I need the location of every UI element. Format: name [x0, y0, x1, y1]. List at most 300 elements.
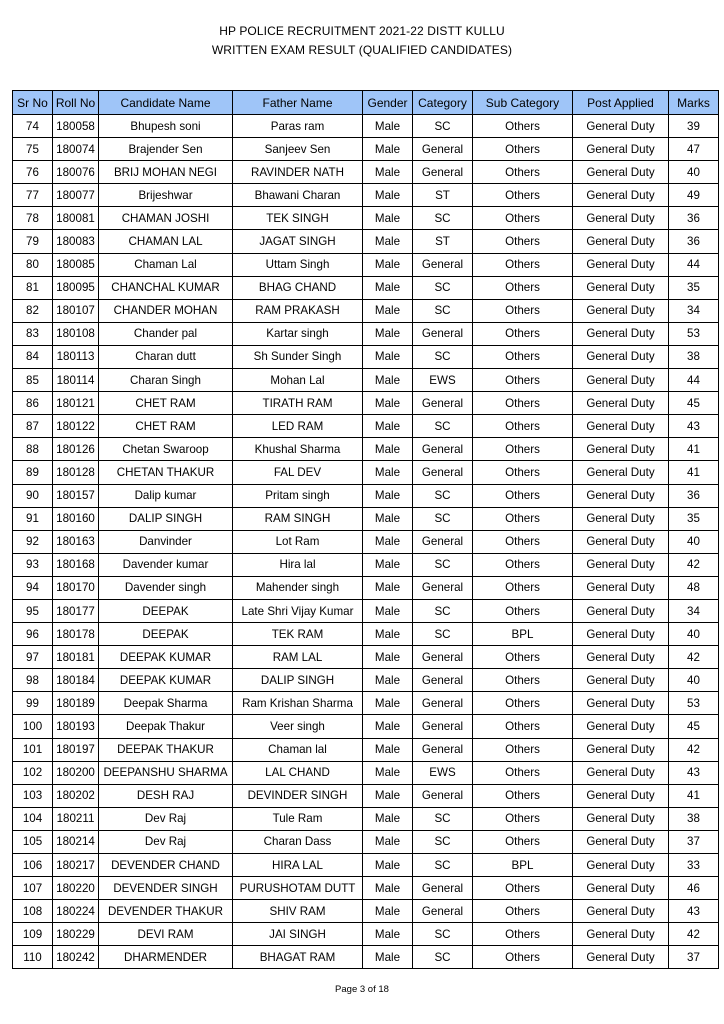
table-cell: SC [413, 345, 473, 368]
table-cell: 37 [669, 946, 719, 969]
table-cell: Others [473, 138, 573, 161]
table-cell: Male [363, 807, 413, 830]
table-cell: SC [413, 415, 473, 438]
table-cell: Male [363, 438, 413, 461]
table-cell: General Duty [573, 530, 669, 553]
table-cell: SC [413, 115, 473, 138]
table-cell: LED RAM [233, 415, 363, 438]
table-cell: General Duty [573, 392, 669, 415]
table-cell: Others [473, 807, 573, 830]
table-cell: Others [473, 438, 573, 461]
table-cell: 180177 [53, 599, 99, 622]
table-cell: BHAGAT RAM [233, 946, 363, 969]
table-cell: 93 [13, 553, 53, 576]
table-cell: 34 [669, 299, 719, 322]
table-cell: TEK SINGH [233, 207, 363, 230]
table-cell: Others [473, 877, 573, 900]
table-cell: Others [473, 161, 573, 184]
table-cell: General [413, 253, 473, 276]
table-cell: Others [473, 345, 573, 368]
table-cell: Male [363, 161, 413, 184]
table-cell: 180220 [53, 877, 99, 900]
table-row [13, 392, 719, 415]
table-cell: Male [363, 276, 413, 299]
table-cell: 41 [669, 438, 719, 461]
table-cell: Others [473, 530, 573, 553]
table-cell: Male [363, 761, 413, 784]
table-cell: Male [363, 322, 413, 345]
table-cell: 180114 [53, 369, 99, 392]
table-cell: 180083 [53, 230, 99, 253]
table-cell: General Duty [573, 115, 669, 138]
table-cell: General Duty [573, 692, 669, 715]
table-cell: Mohan Lal [233, 369, 363, 392]
column-header: Father Name [233, 91, 363, 115]
table-cell: 180128 [53, 461, 99, 484]
table-cell: Others [473, 484, 573, 507]
table-row [13, 369, 719, 392]
table-cell: Male [363, 830, 413, 853]
table-cell: General [413, 738, 473, 761]
table-cell: SC [413, 599, 473, 622]
page-number: Page 3 of 18 [335, 984, 389, 995]
table-cell: 180229 [53, 923, 99, 946]
table-cell: RAM LAL [233, 646, 363, 669]
table-cell: Chaman Lal [99, 253, 233, 276]
table-row [13, 599, 719, 622]
column-header: Roll No [53, 91, 99, 115]
table-cell: DALIP SINGH [233, 669, 363, 692]
table-cell: 38 [669, 345, 719, 368]
table-cell: Male [363, 553, 413, 576]
table-cell: 49 [669, 184, 719, 207]
table-cell: Male [363, 599, 413, 622]
table-cell: 36 [669, 484, 719, 507]
table-cell: 42 [669, 553, 719, 576]
table-cell: Others [473, 507, 573, 530]
table-cell: DEEPANSHU SHARMA [99, 761, 233, 784]
table-cell: 180197 [53, 738, 99, 761]
table-cell: 88 [13, 438, 53, 461]
table-cell: 39 [669, 115, 719, 138]
table-cell: 43 [669, 761, 719, 784]
table-cell: 87 [13, 415, 53, 438]
table-cell: DALIP SINGH [99, 507, 233, 530]
table-cell: 45 [669, 392, 719, 415]
table-cell: 83 [13, 322, 53, 345]
table-cell: Others [473, 253, 573, 276]
table-cell: Male [363, 669, 413, 692]
table-cell: Charan dutt [99, 345, 233, 368]
table-cell: TIRATH RAM [233, 392, 363, 415]
table-cell: Male [363, 138, 413, 161]
table-cell: Male [363, 461, 413, 484]
table-cell: 40 [669, 530, 719, 553]
table-cell: Male [363, 299, 413, 322]
table-cell: Late Shri Vijay Kumar [233, 599, 363, 622]
table-cell: General Duty [573, 900, 669, 923]
table-cell: General [413, 692, 473, 715]
table-cell: 110 [13, 946, 53, 969]
table-cell: DESH RAJ [99, 784, 233, 807]
table-cell: SC [413, 946, 473, 969]
table-cell: General Duty [573, 923, 669, 946]
column-header: Post Applied [573, 91, 669, 115]
table-cell: Male [363, 900, 413, 923]
table-cell: 102 [13, 761, 53, 784]
table-cell: Others [473, 415, 573, 438]
table-cell: Dev Raj [99, 830, 233, 853]
table-row [13, 576, 719, 599]
table-cell: HIRA LAL [233, 854, 363, 877]
table-row [13, 646, 719, 669]
table-cell: Others [473, 392, 573, 415]
table-cell: Chetan Swaroop [99, 438, 233, 461]
table-cell: 80 [13, 253, 53, 276]
table-row [13, 530, 719, 553]
table-cell: Male [363, 946, 413, 969]
table-cell: Charan Singh [99, 369, 233, 392]
table-row [13, 715, 719, 738]
table-cell: Veer singh [233, 715, 363, 738]
table-cell: Male [363, 923, 413, 946]
table-cell: 101 [13, 738, 53, 761]
table-cell: 42 [669, 923, 719, 946]
table-cell: 45 [669, 715, 719, 738]
table-row [13, 761, 719, 784]
table-cell: DEVI RAM [99, 923, 233, 946]
table-cell: General Duty [573, 784, 669, 807]
table-cell: General Duty [573, 599, 669, 622]
table-cell: Others [473, 230, 573, 253]
table-cell: Male [363, 230, 413, 253]
table-cell: SC [413, 623, 473, 646]
table-cell: General Duty [573, 807, 669, 830]
table-cell: 82 [13, 299, 53, 322]
table-cell: General Duty [573, 830, 669, 853]
table-cell: RAM PRAKASH [233, 299, 363, 322]
table-cell: 180113 [53, 345, 99, 368]
table-cell: DEEPAK THAKUR [99, 738, 233, 761]
table-cell: 81 [13, 276, 53, 299]
table-cell: Brijeshwar [99, 184, 233, 207]
table-cell: Male [363, 530, 413, 553]
table-row [13, 900, 719, 923]
table-cell: 180095 [53, 276, 99, 299]
table-cell: SC [413, 854, 473, 877]
table-cell: Others [473, 599, 573, 622]
table-row [13, 184, 719, 207]
table-cell: 42 [669, 646, 719, 669]
table-cell: 107 [13, 877, 53, 900]
column-header: Gender [363, 91, 413, 115]
table-header-row [13, 91, 719, 115]
table-row [13, 854, 719, 877]
table-cell: 86 [13, 392, 53, 415]
table-cell: CHANDER MOHAN [99, 299, 233, 322]
table-cell: Male [363, 484, 413, 507]
table-cell: 36 [669, 207, 719, 230]
table-cell: General Duty [573, 438, 669, 461]
table-cell: Male [363, 507, 413, 530]
table-cell: 40 [669, 669, 719, 692]
table-cell: Others [473, 946, 573, 969]
table-cell: Others [473, 369, 573, 392]
table-cell: General Duty [573, 138, 669, 161]
table-cell: 180157 [53, 484, 99, 507]
column-header: Marks [669, 91, 719, 115]
table-row [13, 138, 719, 161]
table-cell: 180077 [53, 184, 99, 207]
table-cell: Hira lal [233, 553, 363, 576]
table-cell: Male [363, 576, 413, 599]
table-cell: SC [413, 207, 473, 230]
table-cell: 105 [13, 830, 53, 853]
table-cell: 38 [669, 807, 719, 830]
table-cell: DEVENDER CHAND [99, 854, 233, 877]
table-cell: Others [473, 553, 573, 576]
table-cell: SHIV RAM [233, 900, 363, 923]
table-cell: Male [363, 784, 413, 807]
table-row [13, 553, 719, 576]
table-cell: 77 [13, 184, 53, 207]
table-cell: Deepak Sharma [99, 692, 233, 715]
table-cell: 91 [13, 507, 53, 530]
table-cell: Male [363, 877, 413, 900]
table-cell: Brajender Sen [99, 138, 233, 161]
table-cell: JAGAT SINGH [233, 230, 363, 253]
table-cell: General Duty [573, 854, 669, 877]
table-cell: Khushal Sharma [233, 438, 363, 461]
table-cell: General Duty [573, 553, 669, 576]
table-cell: 97 [13, 646, 53, 669]
table-cell: 89 [13, 461, 53, 484]
table-cell: General Duty [573, 369, 669, 392]
table-cell: General [413, 784, 473, 807]
table-cell: SC [413, 830, 473, 853]
table-cell: Lot Ram [233, 530, 363, 553]
table-cell: Others [473, 646, 573, 669]
table-row [13, 669, 719, 692]
table-cell: Male [363, 415, 413, 438]
table-cell: General Duty [573, 299, 669, 322]
table-cell: EWS [413, 369, 473, 392]
table-cell: SC [413, 923, 473, 946]
table-cell: 96 [13, 623, 53, 646]
table-cell: 76 [13, 161, 53, 184]
table-cell: DEVINDER SINGH [233, 784, 363, 807]
table-cell: SC [413, 299, 473, 322]
table-cell: Others [473, 207, 573, 230]
table-cell: General Duty [573, 669, 669, 692]
table-cell: Bhawani Charan [233, 184, 363, 207]
table-cell: 103 [13, 784, 53, 807]
table-cell: DEVENDER THAKUR [99, 900, 233, 923]
table-cell: Others [473, 900, 573, 923]
document-title: HP POLICE RECRUITMENT 2021-22 DISTT KULLU [219, 24, 505, 38]
table-row [13, 877, 719, 900]
table-cell: General [413, 322, 473, 345]
table-cell: General Duty [573, 715, 669, 738]
table-row [13, 438, 719, 461]
table-cell: 180170 [53, 576, 99, 599]
table-row [13, 830, 719, 853]
table-cell: 35 [669, 276, 719, 299]
table-cell: 44 [669, 253, 719, 276]
table-row [13, 738, 719, 761]
column-header: Sub Category [473, 91, 573, 115]
table-cell: 180184 [53, 669, 99, 692]
table-cell: CHETAN THAKUR [99, 461, 233, 484]
table-cell: 180122 [53, 415, 99, 438]
table-cell: General Duty [573, 253, 669, 276]
table-row [13, 923, 719, 946]
table-cell: 85 [13, 369, 53, 392]
table-cell: General [413, 715, 473, 738]
table-cell: Others [473, 299, 573, 322]
table-cell: General Duty [573, 345, 669, 368]
table-cell: Kartar singh [233, 322, 363, 345]
table-cell: 74 [13, 115, 53, 138]
table-cell: 180058 [53, 115, 99, 138]
table-cell: Male [363, 115, 413, 138]
table-cell: General [413, 877, 473, 900]
table-cell: Deepak Thakur [99, 715, 233, 738]
table-cell: 180214 [53, 830, 99, 853]
table-cell: General Duty [573, 461, 669, 484]
table-cell: Mahender singh [233, 576, 363, 599]
table-cell: Male [363, 738, 413, 761]
table-cell: Chaman lal [233, 738, 363, 761]
table-cell: BHAG CHAND [233, 276, 363, 299]
table-cell: SC [413, 553, 473, 576]
table-cell: Others [473, 923, 573, 946]
table-cell: General Duty [573, 738, 669, 761]
table-cell: Davender singh [99, 576, 233, 599]
table-cell: 180224 [53, 900, 99, 923]
document-subtitle: WRITTEN EXAM RESULT (QUALIFIED CANDIDATES) [211, 43, 513, 57]
table-cell: 180074 [53, 138, 99, 161]
table-cell: General Duty [573, 646, 669, 669]
table-cell: 44 [669, 369, 719, 392]
table-row [13, 345, 719, 368]
table-cell: Others [473, 784, 573, 807]
table-cell: 36 [669, 230, 719, 253]
table-cell: Others [473, 461, 573, 484]
table-cell: Male [363, 253, 413, 276]
table-cell: Pritam singh [233, 484, 363, 507]
table-cell: 180076 [53, 161, 99, 184]
table-cell: RAM SINGH [233, 507, 363, 530]
table-cell: 78 [13, 207, 53, 230]
table-cell: 180181 [53, 646, 99, 669]
result-table [12, 90, 719, 969]
table-cell: General Duty [573, 946, 669, 969]
table-cell: Danvinder [99, 530, 233, 553]
table-cell: Others [473, 322, 573, 345]
table-cell: General Duty [573, 507, 669, 530]
table-cell: Male [363, 715, 413, 738]
table-cell: BPL [473, 623, 573, 646]
table-cell: 180202 [53, 784, 99, 807]
table-cell: Sh Sunder Singh [233, 345, 363, 368]
table-row [13, 161, 719, 184]
table-cell: General [413, 530, 473, 553]
table-cell: Male [363, 854, 413, 877]
table-cell: Male [363, 345, 413, 368]
table-cell: General Duty [573, 230, 669, 253]
table-cell: 180107 [53, 299, 99, 322]
table-cell: Davender kumar [99, 553, 233, 576]
table-cell: Male [363, 184, 413, 207]
table-cell: DEVENDER SINGH [99, 877, 233, 900]
table-cell: 40 [669, 161, 719, 184]
table-cell: 42 [669, 738, 719, 761]
table-cell: 40 [669, 623, 719, 646]
table-cell: General Duty [573, 484, 669, 507]
table-cell: Bhupesh soni [99, 115, 233, 138]
table-cell: SC [413, 276, 473, 299]
table-cell: CHAMAN LAL [99, 230, 233, 253]
table-row [13, 115, 719, 138]
table-cell: 33 [669, 854, 719, 877]
table-cell: ST [413, 184, 473, 207]
table-cell: 53 [669, 692, 719, 715]
table-cell: 75 [13, 138, 53, 161]
column-header: Category [413, 91, 473, 115]
table-cell: 94 [13, 576, 53, 599]
table-cell: 180085 [53, 253, 99, 276]
table-row [13, 784, 719, 807]
table-cell: Sanjeev Sen [233, 138, 363, 161]
table-cell: DEEPAK [99, 599, 233, 622]
table-cell: 53 [669, 322, 719, 345]
table-cell: General Duty [573, 877, 669, 900]
table-cell: General [413, 138, 473, 161]
table-cell: 104 [13, 807, 53, 830]
table-cell: General [413, 461, 473, 484]
table-cell: PURUSHOTAM DUTT [233, 877, 363, 900]
table-row [13, 276, 719, 299]
table-cell: 90 [13, 484, 53, 507]
table-row [13, 253, 719, 276]
table-cell: 180160 [53, 507, 99, 530]
table-cell: LAL CHAND [233, 761, 363, 784]
table-cell: Dalip kumar [99, 484, 233, 507]
table-cell: 180242 [53, 946, 99, 969]
table-row [13, 207, 719, 230]
table-cell: 41 [669, 461, 719, 484]
table-cell: 108 [13, 900, 53, 923]
table-cell: Male [363, 646, 413, 669]
table-cell: CHET RAM [99, 415, 233, 438]
table-row [13, 299, 719, 322]
table-cell: 46 [669, 877, 719, 900]
table-cell: Others [473, 184, 573, 207]
table-cell: Male [363, 369, 413, 392]
table-cell: 34 [669, 599, 719, 622]
table-row [13, 623, 719, 646]
table-cell: General Duty [573, 415, 669, 438]
table-cell: DHARMENDER [99, 946, 233, 969]
table-cell: Others [473, 115, 573, 138]
table-cell: 180200 [53, 761, 99, 784]
table-cell: TEK RAM [233, 623, 363, 646]
table-cell: 41 [669, 784, 719, 807]
table-cell: 180193 [53, 715, 99, 738]
table-cell: SC [413, 507, 473, 530]
table-cell: 79 [13, 230, 53, 253]
